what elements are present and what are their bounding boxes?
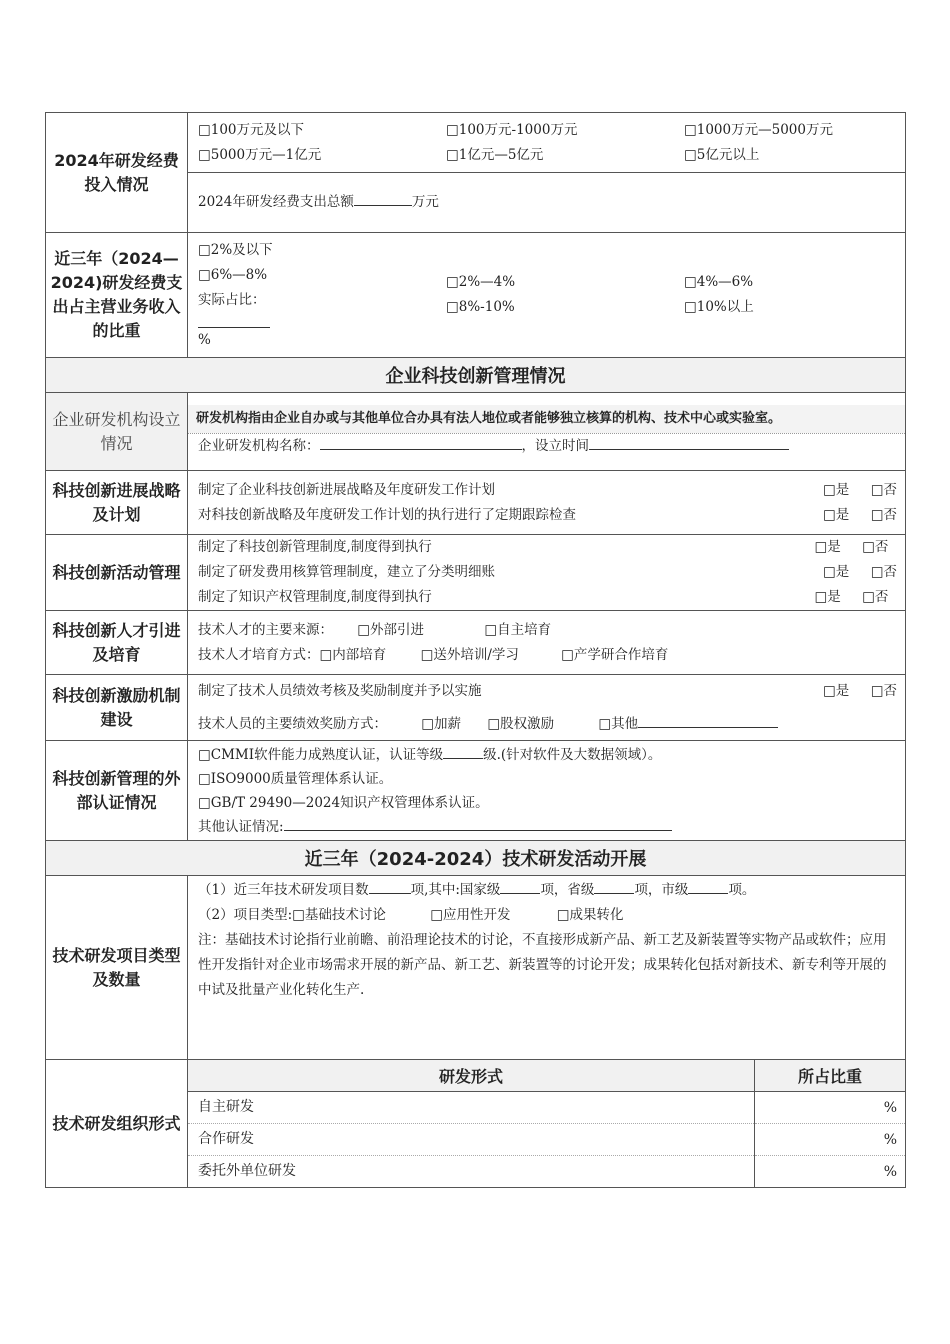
organization-table [188, 1060, 905, 1187]
column-header: 研发形式 [188, 1060, 755, 1092]
section-title: 企业科技创新管理情况 [46, 358, 906, 393]
option-checkbox[interactable]: □100万元及以下 [198, 121, 305, 138]
activity-item: 制定了知识产权管理制度,制度得到执行 [198, 589, 432, 605]
talent-cell [188, 611, 906, 675]
talent-label: 科技创新人才引进及培育 [46, 611, 188, 675]
ratio-field[interactable]: % [755, 1092, 906, 1124]
option-checkbox[interactable]: □2%—4% [446, 274, 516, 290]
table-row-label: 合作研发 [188, 1124, 755, 1156]
cmmi-level-field[interactable] [443, 744, 483, 759]
option-checkbox[interactable]: □送外培训/学习 [420, 646, 519, 663]
yes-no-checkbox[interactable]: □是 □否 [814, 539, 897, 555]
enterprise-form-table [45, 112, 906, 1188]
national-label: 项,其中:国家级 [410, 882, 501, 898]
institution-time-prefix: ，设立时间 [521, 437, 589, 454]
institution-name-field[interactable] [320, 435, 522, 450]
rd-funding-label: 2024年研发经费投入情况 [46, 113, 188, 233]
form-page [45, 112, 905, 1188]
certification-cell [188, 741, 906, 841]
yes-no-checkbox[interactable]: □是 □否 [814, 589, 897, 605]
yes-no-checkbox[interactable]: □是 □否 [823, 564, 897, 580]
rd-total-field[interactable] [354, 191, 412, 206]
rd-total-prefix: 2024年研发经费支出总额 [198, 194, 354, 210]
strategy-item: 制定了企业科技创新进展战略及年度研发工作计划 [198, 481, 495, 498]
institution-cell [188, 393, 906, 471]
other-method-field[interactable] [638, 713, 778, 728]
option-checkbox[interactable]: □基础技术讨论 [292, 907, 386, 923]
activity-item: 制定了科技创新管理制度,制度得到执行 [198, 539, 432, 555]
project-unit: 项。 [728, 882, 756, 898]
project-type-label: （2）项目类型: [198, 907, 293, 923]
yes-no-checkbox[interactable]: □是 □否 [823, 682, 897, 699]
option-checkbox[interactable]: □5000万元—1亿元 [198, 146, 322, 163]
provincial-count-field[interactable] [594, 879, 634, 894]
option-checkbox[interactable]: □产学研合作培育 [561, 646, 669, 663]
talent-source-label: 技术人才的主要来源： [198, 621, 333, 638]
organization-cell [188, 1060, 906, 1188]
option-checkbox[interactable]: □内部培育 [319, 646, 387, 663]
activity-cell [188, 535, 906, 611]
rd-ratio-label: 近三年（2024—2024)研发经费支出占主营业务收入的比重 [46, 233, 188, 358]
incentive-label: 科技创新激励机制建设 [46, 675, 188, 741]
projects-cell [188, 876, 906, 1060]
option-checkbox[interactable]: □8%-10% [446, 299, 515, 315]
option-checkbox[interactable]: □应用性开发 [430, 907, 511, 923]
rd-funding-options [188, 113, 906, 173]
option-checkbox[interactable]: □100万元-1000万元 [446, 121, 578, 138]
section-title: 近三年（2024-2024）技术研发活动开展 [46, 841, 906, 876]
other-cert-field[interactable] [284, 816, 672, 831]
option-checkbox[interactable]: □外部引进 [357, 621, 425, 638]
option-checkbox[interactable]: □10%以上 [684, 299, 754, 315]
option-checkbox[interactable]: □加薪 [421, 715, 462, 732]
activity-item: 制定了研发费用核算管理制度，建立了分类明细账 [198, 564, 495, 580]
ratio-field[interactable]: % [755, 1124, 906, 1156]
rd-total-unit: 万元 [411, 194, 439, 210]
strategy-item: 对科技创新战略及年度研发工作计划的执行进行了定期跟踪检查 [198, 506, 576, 523]
institution-label: 企业研发机构设立情况 [46, 393, 188, 471]
option-checkbox[interactable]: □1000万元—5000万元 [684, 121, 833, 138]
yes-no-checkbox[interactable]: □是 □否 [823, 506, 897, 523]
incentive-cell [188, 675, 906, 741]
option-checkbox[interactable]: □6%—8% [198, 266, 268, 283]
provincial-label: 项，省级 [540, 882, 595, 898]
option-checkbox[interactable]: □2%及以下 [198, 241, 273, 258]
option-checkbox[interactable]: □4%—6% [684, 274, 754, 290]
strategy-label: 科技创新进展战略及计划 [46, 471, 188, 535]
institution-name-prefix: 企业研发机构名称： [198, 437, 320, 454]
incentive-item: 制定了技术人员绩效考核及奖励制度并予以实施 [198, 682, 482, 699]
table-row-label: 自主研发 [188, 1092, 755, 1124]
talent-training-label: 技术人才培育方式： [198, 646, 320, 663]
strategy-cell [188, 471, 906, 535]
cmmi-suffix: 级.(针对软件及大数据领域）。 [483, 746, 662, 763]
project-count-label: （1）近三年技术研发项目数 [198, 882, 369, 898]
table-row-label: 委托外单位研发 [188, 1156, 755, 1188]
municipal-count-field[interactable] [688, 879, 728, 894]
other-cert-label: 其他认证情况: [198, 818, 284, 835]
column-header: 所占比重 [755, 1060, 906, 1092]
iso9000-checkbox[interactable]: □ISO9000质量管理体系认证。 [198, 770, 393, 787]
projects-label: 技术研发项目类型及数量 [46, 876, 188, 1060]
ratio-field[interactable]: % [755, 1156, 906, 1188]
activity-label: 科技创新活动管理 [46, 535, 188, 611]
institution-note: 研发机构指由企业自办或与其他单位合办具有法人地位或者能够独立核算的机构、技术中心或实验室。 [188, 405, 905, 433]
national-count-field[interactable] [500, 879, 540, 894]
institution-name-row [188, 433, 905, 459]
option-checkbox[interactable]: □成果转化 [556, 907, 624, 923]
organization-label: 技术研发组织形式 [46, 1060, 188, 1188]
option-checkbox[interactable]: □自主培育 [484, 621, 552, 638]
option-checkbox[interactable]: □股权激励 [487, 715, 555, 732]
incentive-method-label: 技术人员的主要绩效奖励方式： [198, 715, 387, 732]
rd-ratio-options [188, 233, 906, 358]
certification-label: 科技创新管理的外部认证情况 [46, 741, 188, 841]
gbt-checkbox[interactable]: □GB/T 29490—2024知识产权管理体系认证。 [198, 794, 489, 811]
actual-ratio-field[interactable] [198, 313, 270, 328]
rd-total-row [188, 173, 906, 233]
option-checkbox[interactable]: □1亿元—5亿元 [446, 146, 544, 163]
actual-ratio-unit: % [198, 331, 211, 348]
yes-no-checkbox[interactable]: □是 □否 [823, 481, 897, 498]
project-count-field[interactable] [369, 879, 411, 894]
project-type-note: 注：基础技术讨论指行业前瞻、前沿理论技术的讨论，不直接形成新产品、新工艺及新装置等实物产品或软件；应用性开发指针对企业市场需求开展的新产品、新工艺、新装置等的讨论开发；成果转化包括对新技术、新专利等开展的中试及批量产业化转化生产. [198, 932, 887, 998]
municipal-label: 项，市级 [634, 882, 689, 898]
institution-time-field[interactable] [589, 435, 789, 450]
cmmi-checkbox[interactable]: □CMMI软件能力成熟度认证，认证等级 [198, 746, 444, 763]
actual-ratio-prefix: 实际占比： [198, 291, 266, 308]
option-checkbox[interactable]: □5亿元以上 [684, 146, 760, 163]
option-checkbox[interactable]: □其他 [598, 715, 639, 732]
